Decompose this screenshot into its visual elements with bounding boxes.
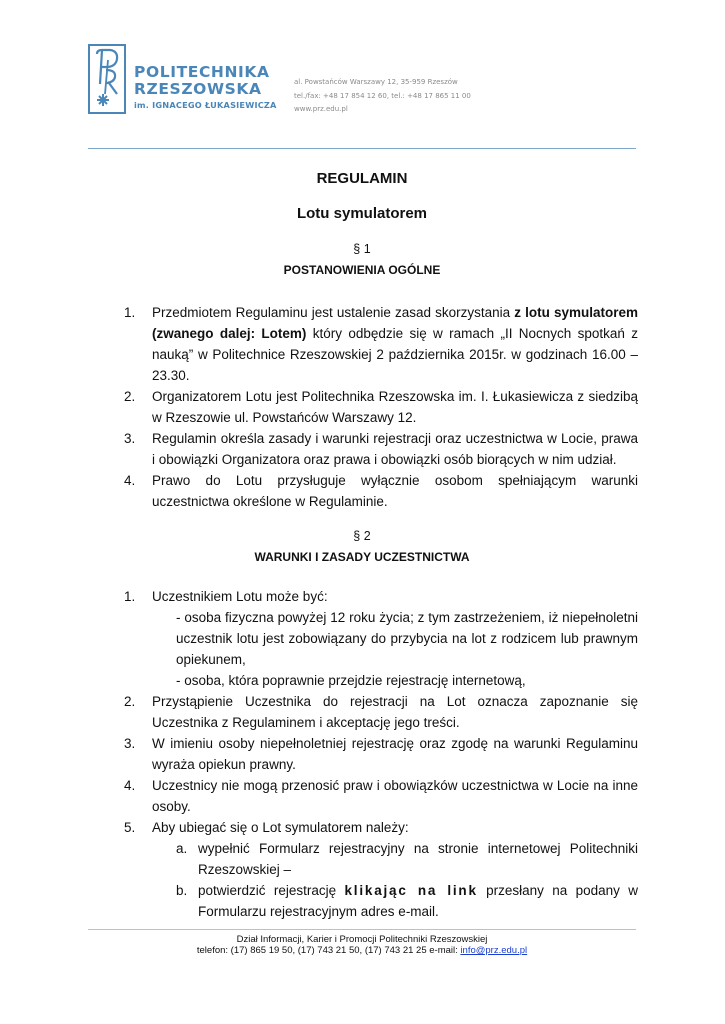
list-item <box>124 470 638 512</box>
item-text: Regulamin określa zasady i warunki rejestracji oraz uczestnictwa w Locie, prawa i obowiązki Organizatora oraz prawa i obowiązki osób biorących w nim udział. <box>152 431 638 467</box>
list-item <box>124 302 638 386</box>
section-1-heading: POSTANOWIENIA OGÓLNE <box>283 263 441 277</box>
item-number: 2. <box>124 694 136 709</box>
item-text: Aby ubiegać się o Lot symulatorem należy: <box>152 820 409 835</box>
list-item <box>124 386 638 428</box>
logo-line-3: im. IGNACEGO ŁUKASIEWICZA <box>134 100 277 110</box>
web-line: www.prz.edu.pl <box>294 105 348 113</box>
item-text: Uczestnikiem Lotu może być: <box>152 589 328 604</box>
sub-item-bold-text: klikając na link <box>344 883 478 898</box>
item-number: 4. <box>124 473 136 488</box>
list-item <box>124 691 638 733</box>
sub-item: - osoba fizyczna powyżej 12 roku życia; z tym zastrzeżeniem, iż niepełnoletni uczestnik lotu jest zobowiązany do przybycia na lot z rodzicem lub prawnym opiekunem, <box>176 610 638 667</box>
section-2-list <box>124 586 638 922</box>
sub-item-letter: b. <box>176 883 188 898</box>
footer-department: Dział Informacji, Karier i Promocji Politechniki Rzeszowskiej <box>236 934 488 945</box>
header-divider <box>88 148 636 149</box>
list-item <box>124 817 638 922</box>
section-2-heading: WARUNKI I ZASADY UCZESTNICTWA <box>254 550 470 564</box>
item-text: Przystąpienie Uczestnika do rejestracji na Lot oznacza zapoznanie się Uczestnika z Regulaminem i akceptację jego treści. <box>152 694 638 730</box>
sub-list-item <box>176 838 638 880</box>
footer-email-link[interactable]: info@prz.edu.pl <box>460 945 528 956</box>
item-text: Przedmiotem Regulaminu jest ustalenie zasad skorzystania <box>152 305 515 320</box>
item-number: 1. <box>124 305 136 320</box>
item-bold-text: z lotu symulatorem (zwanego dalej: Lotem) <box>152 305 639 341</box>
item-number: 3. <box>124 736 136 751</box>
item-number: 3. <box>124 431 136 446</box>
item-number: 1. <box>124 589 136 604</box>
item-text: Uczestnicy nie mogą przenosić praw i obowiązków uczestnictwa w Locie na inne osoby. <box>152 778 638 814</box>
section-1-mark: § 1 <box>353 242 371 256</box>
list-item <box>124 775 638 817</box>
document-subtitle: Lotu symulatorem <box>296 205 428 222</box>
logo-line-2: RZESZOWSKA <box>134 80 262 98</box>
sub-item-letter: a. <box>176 841 188 856</box>
address-line: al. Powstańców Warszawy 12, 35-959 Rzeszów <box>294 78 458 86</box>
list-item <box>124 733 638 775</box>
footer-divider <box>88 929 636 930</box>
section-1-list <box>124 302 638 512</box>
item-text-cont: który odbędzie się w ramach „II Nocnych spotkań z nauką” w Politechnice Rzeszowskiej 2 października 2015r. w godzinach 16.00 – 23.30. <box>152 326 638 383</box>
document-title: REGULAMIN <box>316 170 408 187</box>
footer-contact <box>88 945 636 956</box>
item-text: W imieniu osoby niepełnoletniej rejestrację oraz zgodę na warunki Regulaminu wyraża opiekun prawny. <box>152 736 638 772</box>
letterhead-address <box>294 76 471 117</box>
footer-phones: telefon: (17) 865 19 50, (17) 743 21 50, (17) 743 21 25 e-mail: <box>196 945 461 956</box>
logo-wordmark <box>134 64 277 111</box>
item-number: 4. <box>124 778 136 793</box>
item-number: 2. <box>124 389 136 404</box>
item-text: Organizatorem Lotu jest Politechnika Rzeszowska im. I. Łukasiewicza z siedzibą w Rzeszowie ul. Powstańców Warszawy 12. <box>152 389 638 425</box>
phone-line: tel./fax: +48 17 854 12 60, tel.: +48 17 865 11 00 <box>294 91 471 100</box>
university-logo-icon <box>88 44 126 114</box>
item-text: Prawo do Lotu przysługuje wyłącznie osobom spełniającym warunki uczestnictwa określone w Regulaminie. <box>152 473 638 509</box>
section-2-mark: § 2 <box>353 529 371 543</box>
sub-item-text-cont: przesłany na podany w Formularzu rejestracyjnym adres e-mail. <box>198 883 638 919</box>
list-item <box>124 428 638 470</box>
sub-list <box>152 838 638 922</box>
list-item <box>124 586 638 691</box>
logo-line-1: POLITECHNIKA <box>134 63 270 81</box>
sub-list-item <box>176 880 638 922</box>
sub-item: - osoba, która poprawnie przejdzie rejestrację internetową, <box>176 673 526 688</box>
sub-item-text: potwierdzić rejestrację <box>198 883 345 898</box>
item-number: 5. <box>124 820 136 835</box>
sub-item-text: wypełnić Formularz rejestracyjny na stronie internetowej Politechniki Rzeszowskiej – <box>198 841 638 877</box>
